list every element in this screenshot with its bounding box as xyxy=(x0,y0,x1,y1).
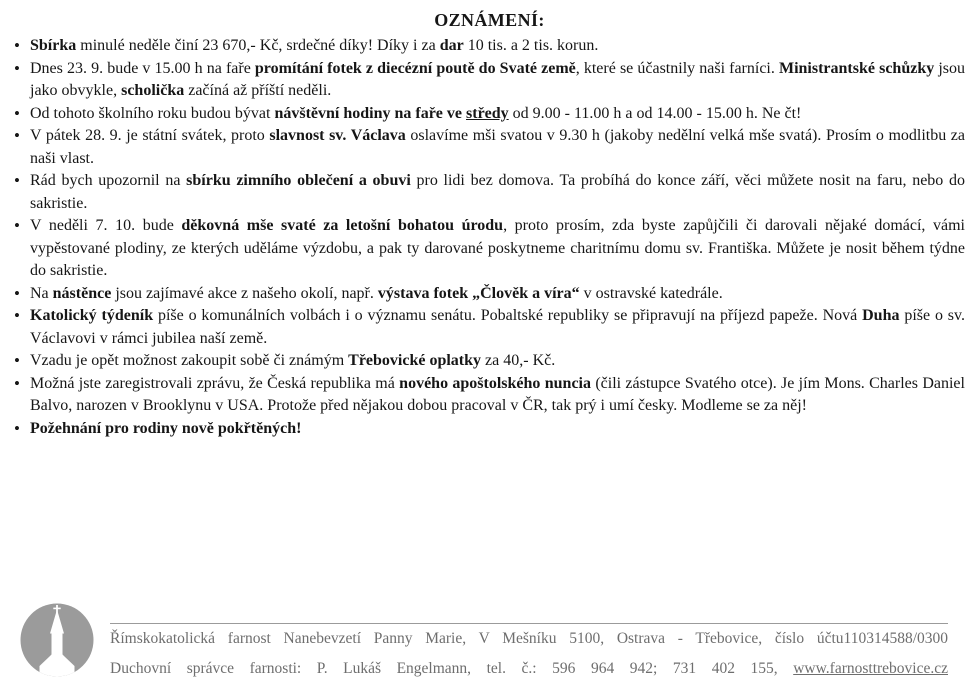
announcement-text: Od tohoto školního roku budou bývat xyxy=(30,104,275,122)
announcement-item xyxy=(30,215,965,283)
announcement-item xyxy=(30,125,965,170)
announcement-text: Rád bych upozornil na xyxy=(30,172,187,189)
announcement-text: v ostravské katedrále. xyxy=(579,284,723,302)
announcement-emphasis: dar xyxy=(439,37,464,54)
announcement-text: (čili zástupce Svatého otce). Je jím Mons. Charles Daniel Balvo, narozen v Brooklynu v USA. Protože před nějakou dobou pracoval v ČR, tak prý i umí česky. Modleme se za něj! xyxy=(30,374,965,414)
announcement-text: od 9.00 - 11.00 h a od 14.00 - 15.00 h. Ne čt! xyxy=(508,104,802,122)
announcement-item xyxy=(30,305,965,350)
announcement-item xyxy=(30,170,965,215)
announcement-emphasis: děkovná mše svaté za letošní bohatou úrodu xyxy=(181,217,504,234)
announcement-item xyxy=(30,35,965,58)
announcement-emphasis: scholička xyxy=(121,82,185,99)
announcement-item xyxy=(30,283,965,306)
footer-admin-line xyxy=(110,654,948,684)
announcement-text: oslavíme mši svatou v 9.30 h (jakoby nedělní velká mše svatá). Prosím o modlitbu za naši vlast. xyxy=(30,127,966,167)
announcement-text: V neděli 7. 10. bude xyxy=(30,217,182,234)
announcement-text: jsou zajímavé akce z našeho okolí, např. xyxy=(111,284,378,302)
announcement-emphasis: Katolický týdeník xyxy=(30,307,154,324)
announcement-emphasis: slavnost sv. Václava xyxy=(269,127,406,144)
announcement-item xyxy=(30,350,965,373)
announcement-list xyxy=(30,35,965,440)
footer-text-block xyxy=(110,623,948,684)
announcement-emphasis: výstava fotek „Člověk a víra“ xyxy=(377,284,580,302)
footer-org-line: Římskokatolická farnost Nanebevzetí Panny Marie, V Mešníku 5100, Ostrava - Třebovice, číslo účtu110314588/0300 xyxy=(110,630,948,647)
announcement-emphasis: návštěvní hodiny na faře ve xyxy=(274,104,467,122)
announcement-emphasis: Ministrantské schůzky xyxy=(778,59,935,77)
announcement-emphasis: nástěnce xyxy=(52,284,112,302)
announcement-emphasis: Požehnání pro rodiny nově pokřtěných! xyxy=(30,419,302,437)
announcement-text: píše o komunálních volbách i o významu senátu. Pobaltské republiky se připravují na příjezd papeže. Nová xyxy=(153,307,863,324)
announcement-text: Dnes 23. 9. bude v 15.00 h na faře xyxy=(30,59,255,77)
footer-admin-text: Duchovní správce farnosti: P. Lukáš Engelmann, tel. č.: 596 964 942; 731 402 155, xyxy=(110,660,778,677)
announcement-emphasis: Třebovické oplatky xyxy=(348,352,482,369)
announcement-item xyxy=(30,103,965,126)
announcement-text: Na xyxy=(30,284,53,302)
footer xyxy=(0,600,979,696)
announcement-emphasis: promítání fotek z diecézní poutě do Svaté země xyxy=(254,59,576,77)
church-icon xyxy=(20,603,94,677)
announcement-item xyxy=(30,58,965,103)
announcement-text: 10 tis. a 2 tis. korun. xyxy=(463,37,599,54)
website-link[interactable]: www.farnosttrebovice.cz xyxy=(793,660,948,677)
announcement-text: V pátek 28. 9. je státní svátek, proto xyxy=(30,127,270,144)
announcement-text: píše o sv. Václavovi v rámci jubilea naší země. xyxy=(30,307,965,347)
announcement-text: za 40,- Kč. xyxy=(481,352,556,369)
announcement-emphasis: sbírku zimního oblečení a obuvi xyxy=(186,172,411,189)
announcement-text: minulé neděle činí 23 670,- Kč, srdečné díky! Díky i za xyxy=(76,37,440,54)
announcement-text: , proto prosím, zda byste zapůjčili či darovali nějaké domácí, vámi vypěstované plodiny, ze kterých uděláme výzdobu, a pak ty darované poskytneme charitnímu domu sv. Františka. Můžete je nosit během týdne do sakristie. xyxy=(30,217,965,279)
announcement-text: začíná až příští neděli. xyxy=(184,82,332,99)
announcement-text: pro lidi bez domova. Ta probíhá do konce září, věci můžete nosit na faru, nebo do sakristie. xyxy=(30,172,965,212)
announcement-emphasis: Duha xyxy=(862,307,900,324)
announcement-emphasis: nového apoštolského nuncia xyxy=(399,374,591,392)
announcement-text: Možná jste zaregistrovali zprávu, že Česká republika má xyxy=(30,374,400,392)
announcement-item xyxy=(30,418,965,441)
announcement-text: jsou jako obvykle, xyxy=(30,59,965,99)
announcement-item xyxy=(30,373,965,418)
announcement-text: Vzadu je opět možnost zakoupit sobě či známým xyxy=(30,352,349,369)
page-title: OZNÁMENÍ: xyxy=(434,10,545,30)
announcement-emphasis: středy xyxy=(466,104,509,122)
announcement-emphasis: Sbírka xyxy=(30,37,77,54)
announcement-text: , které se účastnily naši farníci. xyxy=(575,59,779,77)
